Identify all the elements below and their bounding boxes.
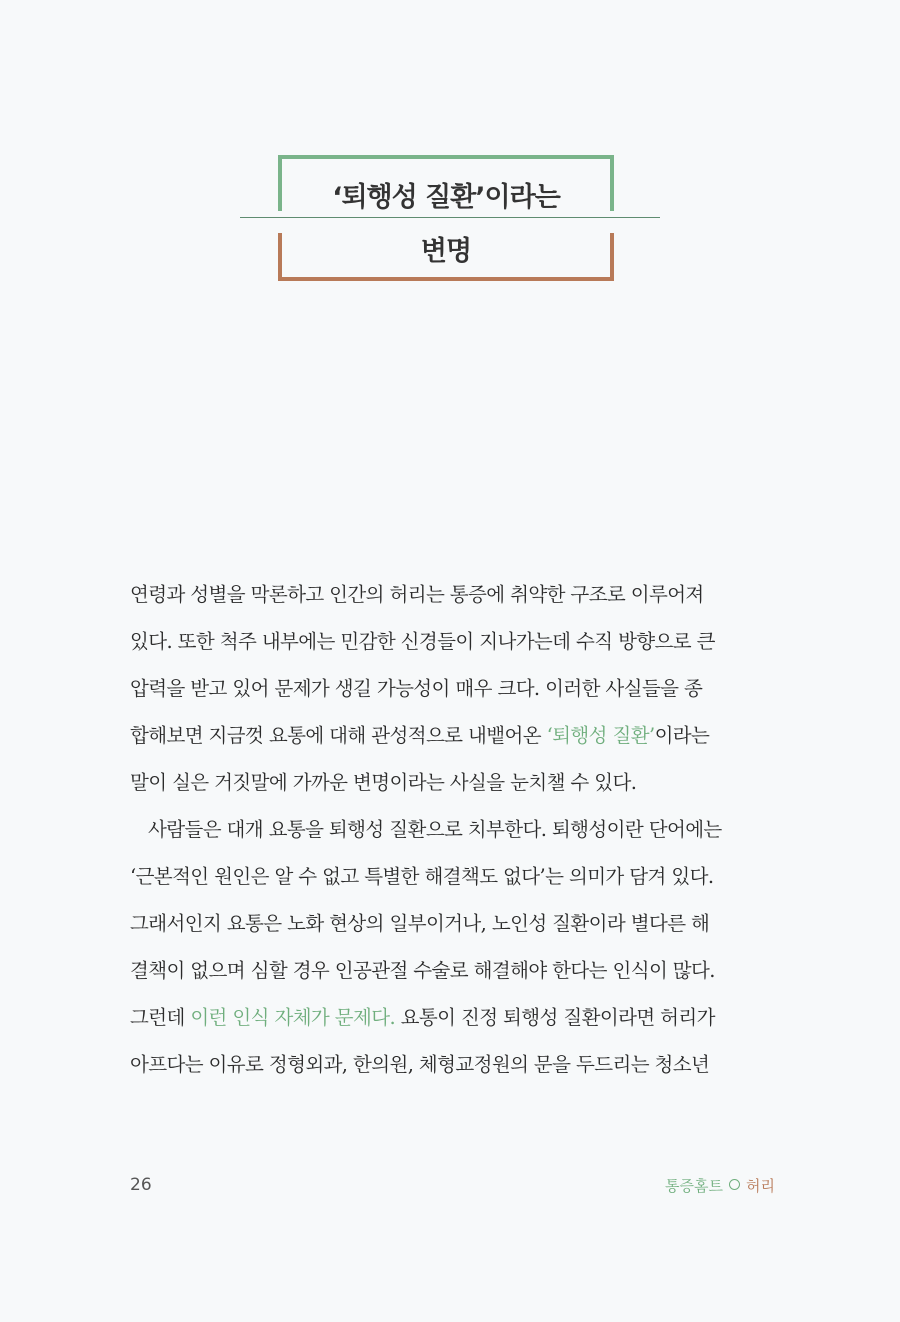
chapter-title-line2: 변명 bbox=[420, 236, 472, 267]
page-number: 26 bbox=[130, 1175, 152, 1195]
text-line: 아프다는 이유로 정형외과, 한의원, 체형교정원의 문을 두드리는 청소년 bbox=[130, 1053, 710, 1076]
title-divider bbox=[240, 217, 660, 218]
text-span: 그런데 bbox=[130, 1006, 191, 1029]
highlighted-phrase: 이런 인식 자체가 문제다. bbox=[190, 1006, 396, 1029]
highlighted-term: ‘퇴행성 질환’ bbox=[546, 724, 655, 747]
text-line: 있다. 또한 척주 내부에는 민감한 신경들이 지나가는데 수직 방향으로 큰 bbox=[130, 630, 715, 653]
chapter-title-line1: ‘퇴행성 질환’이라는 bbox=[332, 182, 560, 213]
text-line: 연령과 성별을 막론하고 인간의 허리는 통증에 취약한 구조로 이루어져 bbox=[130, 583, 704, 606]
text-line: 결책이 없으며 심할 경우 인공관절 수술로 해결해야 한다는 인식이 많다. bbox=[130, 959, 715, 982]
text-line: 말이 실은 거짓말에 가까운 변명이라는 사실을 눈치챌 수 있다. bbox=[130, 771, 637, 794]
chapter-title-block bbox=[240, 155, 660, 283]
text-span: 합해보면 지금껏 요통에 대해 관성적으로 내뱉어온 bbox=[130, 724, 547, 747]
running-head bbox=[665, 1175, 775, 1196]
text-line bbox=[130, 1001, 774, 1048]
text-line: 압력을 받고 있어 문제가 생길 가능성이 매우 크다. 이러한 사실들을 종 bbox=[130, 677, 703, 700]
body-text bbox=[130, 578, 774, 1095]
text-line: 사람들은 대개 요통을 퇴행성 질환으로 치부한다. 퇴행성이란 단어에는 bbox=[148, 818, 722, 841]
text-span: 요통이 진정 퇴행성 질환이라면 허리가 bbox=[395, 1006, 715, 1029]
book-title: 통증홈트 bbox=[665, 1177, 724, 1195]
text-span: 이라는 bbox=[654, 724, 710, 747]
text-line: 그래서인지 요통은 노화 현상의 일부이거나, 노인성 질환이라 별다른 해 bbox=[130, 912, 710, 935]
circle-separator-icon bbox=[729, 1179, 740, 1190]
text-line bbox=[130, 719, 774, 766]
section-name: 허리 bbox=[746, 1177, 775, 1195]
text-line: ‘근본적인 원인은 알 수 없고 특별한 해결책도 없다’는 의미가 담겨 있다. bbox=[130, 865, 714, 888]
